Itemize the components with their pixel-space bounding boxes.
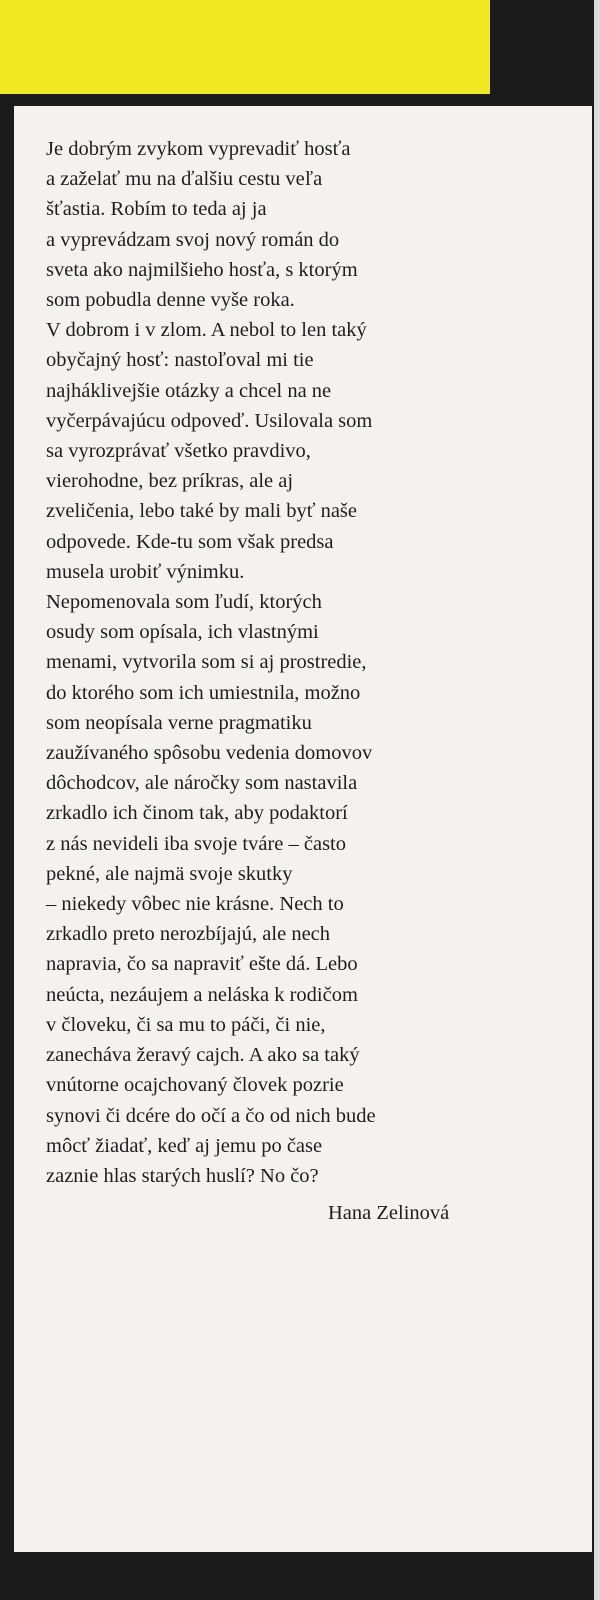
text-line: môcť žiadať, keď aj jemu po čase [46, 1134, 323, 1157]
page-paper [14, 106, 592, 1552]
text-line: vnútorne ocajchovaný človek pozrie [46, 1074, 344, 1097]
text-line: Je dobrým zvykom vyprevadiť hosťa [46, 138, 351, 160]
text-line: osudy som opísala, ich vlastnými [46, 621, 319, 644]
text-line: menami, vytvorila som si aj prostredie, [46, 651, 367, 674]
text-line: V dobrom i v zlom. A nebol to len taký [46, 319, 367, 342]
text-line: zrkadlo preto nerozbíjajú, ale nech [46, 923, 331, 946]
text-line: šťastia. Robím to teda aj ja [46, 198, 267, 221]
text-line: vierohodne, bez príkras, ale aj [46, 470, 294, 493]
text-line: najháklivejšie otázky a chcel na ne [46, 379, 332, 402]
yellow-band [0, 0, 490, 94]
text-line: z nás nevideli iba svoje tváre – často [46, 832, 346, 855]
text-line: odpovede. Kde-tu som však predsa [46, 530, 334, 553]
text-line: dôchodcov, ale náročky som nastavila [46, 772, 358, 795]
text-line: vyčerpávajúcu odpoveď. Usilovala som [46, 409, 373, 432]
text-line: zaznie hlas starých huslí? No čo? [46, 1164, 319, 1187]
text-line: zrkadlo ich činom tak, aby podaktorí [46, 802, 348, 825]
text-line: som neopísala verne pragmatiku [46, 711, 312, 734]
body-text [46, 134, 566, 1191]
text-line: v človeku, či sa mu to páči, či nie, [46, 1013, 326, 1036]
text-line: napravia, čo sa napraviť ešte dá. Lebo [46, 953, 358, 976]
text-line: obyčajný hosť: nastoľoval mi tie [46, 349, 314, 372]
text-line: a zaželať mu na ďalšiu cestu veľa [46, 168, 323, 191]
text-line: som pobudla denne vyše roka. [46, 289, 295, 312]
text-line: pekné, ale najmä svoje skutky [46, 862, 293, 885]
text-line: do ktorého som ich umiestnila, možno [46, 681, 361, 704]
text-line: zanecháva žeravý cajch. A ako sa taký [46, 1044, 360, 1067]
text-line: sa vyrozprávať všetko pravdivo, [46, 440, 311, 463]
author-signature: Hana Zelinová [328, 1202, 450, 1224]
text-line: neúcta, nezáujem a neláska k rodičom [46, 983, 358, 1006]
right-edge-strip [594, 0, 600, 1600]
text-line: musela urobiť výnimku. [46, 560, 245, 583]
text-line: – niekedy vôbec nie krásne. Nech to [46, 893, 344, 916]
text-line: zveličenia, lebo také by mali byť naše [46, 500, 358, 523]
text-line: Nepomenovala som ľudí, ktorých [46, 591, 322, 614]
text-line: a vyprevádzam svoj nový román do [46, 228, 340, 251]
text-line: zaužívaného spôsobu vedenia domovov [46, 742, 373, 765]
text-line: sveta ako najmilšieho hosťa, s ktorým [46, 258, 358, 281]
text-line: synovi či dcére do očí a čo od nich bude [46, 1104, 376, 1127]
